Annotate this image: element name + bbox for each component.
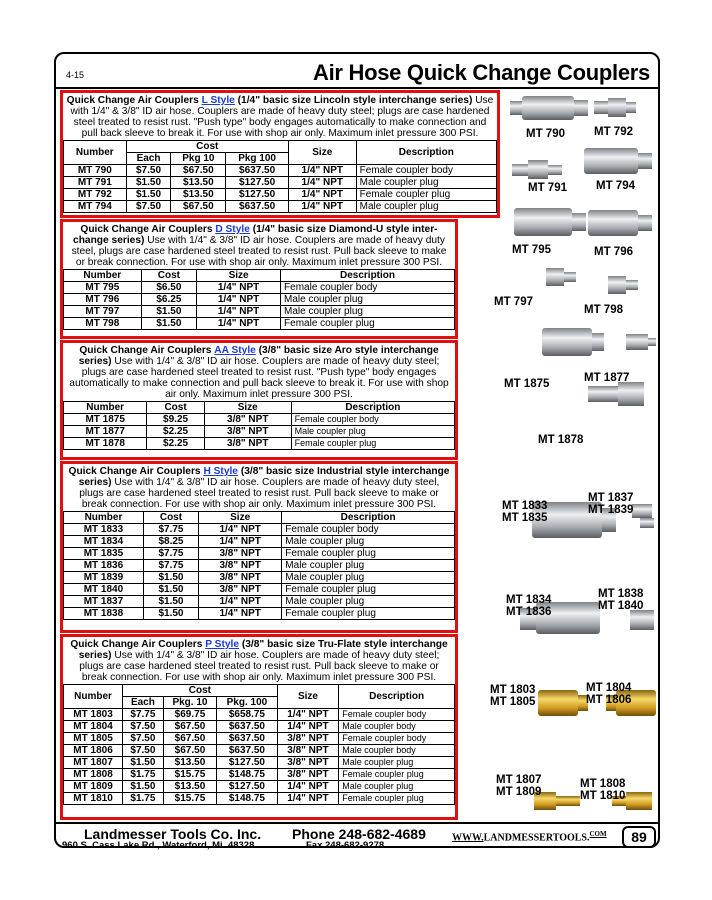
label-mt1808-1810: MT 1808 MT 1810 bbox=[580, 778, 626, 802]
page-number: 89 bbox=[622, 826, 656, 848]
product-photos bbox=[508, 90, 658, 820]
coupler-body-photo bbox=[542, 328, 604, 356]
label-mt1803-1805: MT 1803 MT 1805 bbox=[490, 684, 536, 708]
coupler-body-photo bbox=[538, 690, 588, 716]
table-row: MT 1878 $2.25 3/8" NPT Female coupler plug bbox=[64, 438, 455, 450]
table-row: MT 1834 $8.25 1/4" NPT Male coupler plug bbox=[64, 536, 455, 548]
price-table: Number Cost Size Description MT 1833 $7.75 1/4" NPT Female coupler body MT 1834 $8.25 1/4" NPT Male coupler plug MT 1835 $7.75 3/8" NPT Female coupler plug MT 1836 $7.75 3/8" NPT Male coupler plug MT 1839 $1.50 3/8" NPT Male coupler plug MT 1840 $1.50 3/8" NPT Female coupler plug MT 1837 $1.50 1/4" NPT Male coupler plug MT 1838 $1.50 1/4" NPT Female coupler plug bbox=[63, 511, 455, 620]
table-row: MT 1803 $7.75 $69.75 $658.75 1/4" NPT Female coupler body bbox=[64, 709, 455, 721]
coupler-plug-photo bbox=[626, 334, 656, 350]
label-mt798: MT 798 bbox=[584, 304, 623, 316]
coupler-plug-photo bbox=[546, 268, 576, 286]
section-h-style bbox=[60, 461, 458, 633]
label-mt794: MT 794 bbox=[596, 180, 635, 192]
table-row: MT 1836 $7.75 3/8" NPT Male coupler plug bbox=[64, 560, 455, 572]
company-website[interactable]: WWW.LANDMESSERTOOLS.$^{COM}$ bbox=[452, 830, 607, 844]
table-row: MT 1837 $1.50 1/4" NPT Male coupler plug bbox=[64, 596, 455, 608]
table-row: MT 790 $7.50 $67.50 $637.50 1/4" NPT Female coupler body bbox=[64, 165, 497, 177]
section-description: Quick Change Air Couplers D Style (1/4" basic size Diamond-U style inter-change series) Use with 1/4" & 3/8" ID air hose. Couplers are made of heavy duty steel, plugs are case hardened steel treated to resist rust. Pull back sleeve to make or break connection. For use with shop air only. Maximum inlet pressure 300 PSI. bbox=[71, 224, 447, 268]
coupler-body-photo bbox=[514, 208, 586, 236]
section-l-style bbox=[60, 90, 500, 218]
label-mt1837-1839: MT 1837 MT 1839 bbox=[588, 492, 634, 516]
coupler-plug-photo bbox=[594, 98, 636, 117]
company-name: Landmesser Tools Co. Inc. bbox=[84, 826, 262, 842]
section-p-style bbox=[60, 634, 458, 820]
company-fax: Fax 248-682-9278 bbox=[306, 840, 385, 851]
section-d-style bbox=[60, 219, 458, 339]
label-mt796: MT 796 bbox=[594, 246, 633, 258]
section-description: Quick Change Air Couplers AA Style (3/8" basic size Aro style interchange series) Use with 1/4" & 3/8" ID air hose. Couplers are made of heavy duty steel; plugs are case hardened steel treated to resist rust. "Push type" body engages automatically to make connection and pull back sleeve to break it. For use with shop air only. Maximum inlet pressure 300 PSI. bbox=[69, 345, 449, 400]
label-mt790: MT 790 bbox=[526, 128, 565, 140]
label-mt1807-1809: MT 1807 MT 1809 bbox=[496, 774, 542, 798]
table-row: MT 791 $1.50 $13.50 $127.50 1/4" NPT Male coupler plug bbox=[64, 177, 497, 189]
table-row: MT 1805 $7.50 $67.50 $637.50 3/8" NPT Female coupler body bbox=[64, 733, 455, 745]
table-row: MT 1839 $1.50 3/8" NPT Male coupler plug bbox=[64, 572, 455, 584]
table-row: MT 1833 $7.75 1/4" NPT Female coupler body bbox=[64, 524, 455, 536]
coupler-plug-photo bbox=[630, 610, 654, 630]
table-row: MT 1807 $1.50 $13.50 $127.50 3/8" NPT Male coupler plug bbox=[64, 757, 455, 769]
table-row: MT 796 $6.25 1/4" NPT Male coupler plug bbox=[64, 294, 455, 306]
price-table: Number Cost Size Description Each Pkg 10 Pkg 100 MT 790 $7.50 $67.50 $637.50 1/4" NPT Female coupler body MT 791 $1.50 $13.50 $127.50 1/4" NPT Male coupler plug MT 792 $1.50 $13.50 $127.50 1/4" NPT Female coupler plug MT 794 $7.50 $67.50 $637.50 1/4" NPT Male coupler plug bbox=[63, 140, 497, 213]
company-phone: Phone 248-682-4689 bbox=[292, 826, 426, 842]
table-row: MT 1809 $1.50 $13.50 $127.50 1/4" NPT Male coupler plug bbox=[64, 781, 455, 793]
catalog-page bbox=[54, 52, 660, 851]
label-mt792: MT 792 bbox=[594, 126, 633, 138]
label-mt797: MT 797 bbox=[494, 296, 533, 308]
label-mt1875: MT 1875 bbox=[504, 378, 550, 390]
label-mt1833-1835: MT 1833 MT 1835 bbox=[502, 500, 548, 524]
table-row: MT 1808 $1.75 $15.75 $148.75 3/8" NPT Female coupler plug bbox=[64, 769, 455, 781]
coupler-plug-photo bbox=[608, 276, 638, 294]
coupler-plug-photo bbox=[512, 160, 562, 179]
table-row: MT 1804 $7.50 $67.50 $637.50 1/4" NPT Male coupler body bbox=[64, 721, 455, 733]
table-row: MT 795 $6.50 1/4" NPT Female coupler body bbox=[64, 282, 455, 294]
table-row: MT 1840 $1.50 3/8" NPT Female coupler plug bbox=[64, 584, 455, 596]
section-aa-style bbox=[60, 340, 458, 460]
table-row: MT 797 $1.50 1/4" NPT Male coupler plug bbox=[64, 306, 455, 318]
table-row: MT 1838 $1.50 1/4" NPT Female coupler plug bbox=[64, 608, 455, 620]
company-address: 960 S. Cass Lake Rd., Waterford, Mi. 48328 bbox=[62, 840, 255, 851]
coupler-body-photo bbox=[510, 96, 588, 120]
label-mt1838-1840: MT 1838 MT 1840 bbox=[598, 588, 644, 612]
page-header bbox=[56, 54, 658, 90]
label-mt795: MT 795 bbox=[512, 244, 551, 256]
price-table: Number Cost Size Description MT 795 $6.50 1/4" NPT Female coupler body MT 796 $6.25 1/4" NPT Male coupler plug MT 797 $1.50 1/4" NPT Male coupler plug MT 798 $1.50 1/4" NPT Female coupler plug bbox=[63, 269, 455, 330]
label-mt1834-1836: MT 1834 MT 1836 bbox=[506, 594, 552, 618]
label-mt1878: MT 1878 bbox=[538, 434, 584, 446]
table-row: MT 1877 $2.25 3/8" NPT Male coupler plug bbox=[64, 426, 455, 438]
section-description: Quick Change Air Couplers H Style (3/8" basic size Industrial style interchange series) Use with 1/4" & 3/8" ID air hose. Couplers are made of heavy duty steel, plugs are case hardened steel treated to resist rust. Pull back sleeve to make or break connection. For use with shop air only. Maximum inlet pressure 300 PSI. bbox=[68, 466, 450, 510]
header-divider bbox=[56, 87, 658, 89]
price-table: Number Cost Size Description Each Pkg. 10 Pkg. 100 MT 1803 $7.75 $69.75 $658.75 1/4" NPT Female coupler body MT 1804 $7.50 $67.50 $637.50 1/4" NPT Male coupler body MT 1805 $7.50 $67.50 $637.50 3/8" NPT Female coupler body MT 1806 $7.50 $67.50 $637.50 3/8" NPT Male coupler body MT 1807 $1.50 $13.50 $127.50 3/8" NPT Male coupler plug MT 1808 $1.75 $15.75 $148.75 3/8" NPT Female coupler plug MT 1809 $1.50 $13.50 $127.50 1/4" NPT Male coupler plug MT 1810 $1.75 $15.75 $148.75 1/4" NPT Female coupler plug bbox=[63, 684, 455, 805]
page-reference: 4-15 bbox=[66, 70, 85, 80]
coupler-plug-photo bbox=[588, 382, 644, 406]
table-row: MT 1806 $7.50 $67.50 $637.50 3/8" NPT Male coupler body bbox=[64, 745, 455, 757]
coupler-body-photo bbox=[584, 148, 652, 174]
table-row: MT 798 $1.50 1/4" NPT Female coupler plug bbox=[64, 318, 455, 330]
section-description: Quick Change Air Couplers L Style (1/4" basic size Lincoln style interchange series) Use with 1/4" & 3/8" ID air hose. Couplers are made of heavy duty steel; plugs are case hardened steel treated to resist rust. "Push type" body engages automatically to make connection and pull back sleeve to break it. For use with shop air only. Maximum inlet pressure 300 PSI. bbox=[66, 95, 494, 139]
page-title: Air Hose Quick Change Couplers bbox=[313, 60, 650, 85]
table-row: MT 792 $1.50 $13.50 $127.50 1/4" NPT Female coupler plug bbox=[64, 189, 497, 201]
page-footer bbox=[56, 822, 658, 850]
label-mt1804-1806: MT 1804 MT 1806 bbox=[586, 682, 632, 706]
label-mt791: MT 791 bbox=[528, 182, 567, 194]
table-row: MT 794 $7.50 $67.50 $637.50 1/4" NPT Male coupler plug bbox=[64, 201, 497, 213]
coupler-body-photo bbox=[588, 210, 652, 236]
table-row: MT 1875 $9.25 3/8" NPT Female coupler body bbox=[64, 414, 455, 426]
price-table: Number Cost Size Description MT 1875 $9.25 3/8" NPT Female coupler body MT 1877 $2.25 3/8" NPT Male coupler plug MT 1878 $2.25 3/8" NPT Female coupler plug bbox=[63, 401, 455, 450]
section-description: Quick Change Air Couplers P Style (3/8" basic size Tru-Flate style interchange series) Use with 1/4" & 3/8" ID air hose. Couplers are made of heavy duty steel; plugs are case hardened steel treated to resist rust. Pull back sleeve to make or break connection. For use with shop air only. Maximum inlet pressure 300 PSI. bbox=[70, 639, 448, 683]
label-mt1877: MT 1877 bbox=[584, 372, 630, 384]
table-row: MT 1835 $7.75 3/8" NPT Female coupler plug bbox=[64, 548, 455, 560]
table-row: MT 1810 $1.75 $15.75 $148.75 1/4" NPT Female coupler plug bbox=[64, 793, 455, 805]
coupler-plug-photo bbox=[632, 504, 654, 528]
